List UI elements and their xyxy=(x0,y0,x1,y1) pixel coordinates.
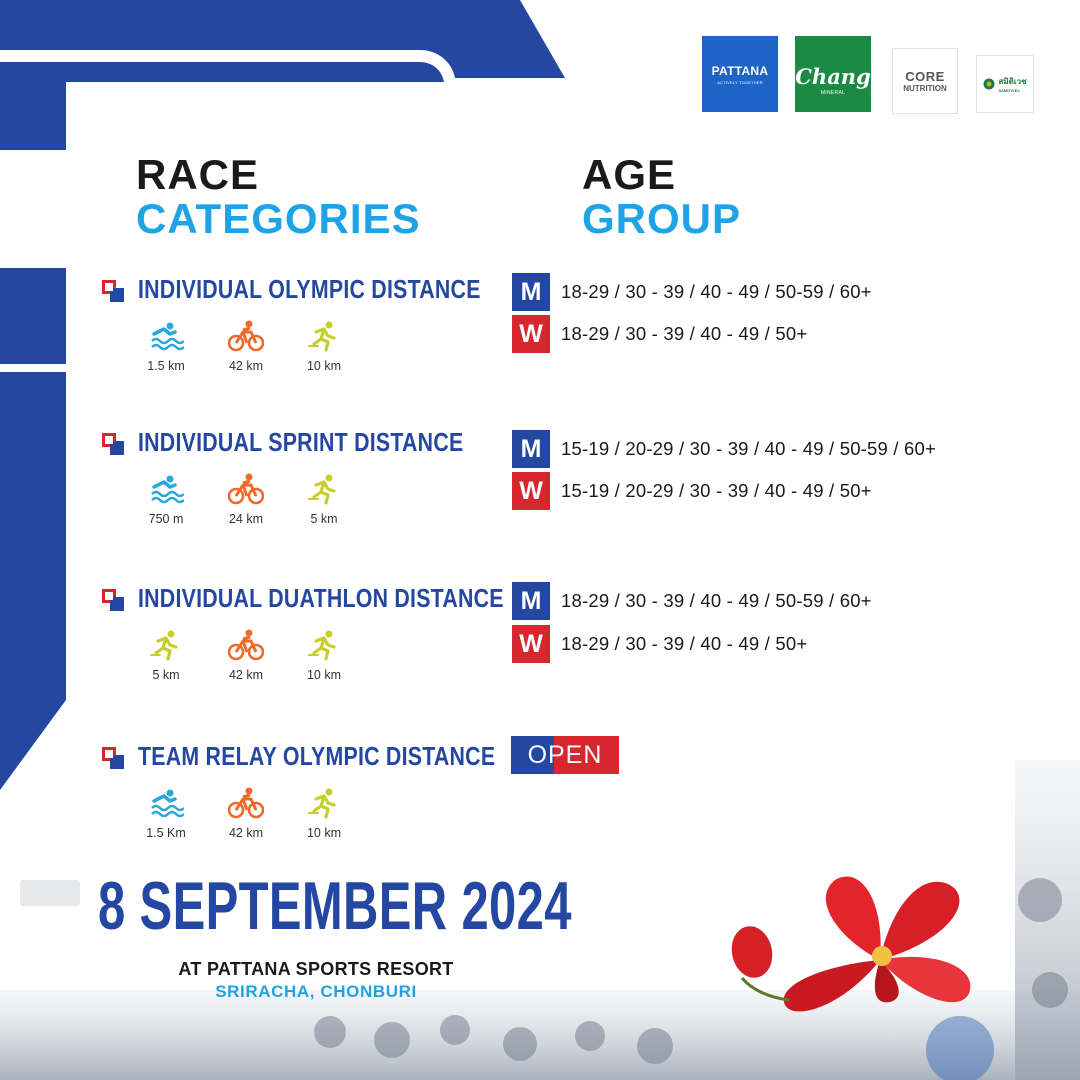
pattana-logo xyxy=(702,36,778,112)
men-badge: M xyxy=(512,582,550,620)
red-flower-decoration xyxy=(784,877,971,1012)
race-segment xyxy=(214,320,278,373)
corner-stripe-inner xyxy=(0,62,444,150)
race-segment xyxy=(134,320,198,373)
samitivej-logo-sub: SAMITIVEJ xyxy=(998,88,1020,93)
bike-icon xyxy=(228,320,264,352)
race-segment xyxy=(134,787,198,840)
age-row-men xyxy=(512,582,872,620)
men-badge: M xyxy=(512,273,550,311)
race-segment xyxy=(214,629,278,682)
segment-distance: 42 km xyxy=(228,668,264,682)
race-segment xyxy=(292,629,356,682)
segment-distance: 5 km xyxy=(152,668,180,682)
age-groups-women: 18-29 / 30 - 39 / 40 - 49 / 50+ xyxy=(561,323,808,344)
age-row-women xyxy=(512,472,872,510)
race-segment xyxy=(214,787,278,840)
chang-logo xyxy=(795,36,871,112)
age-groups-men: 18-29 / 30 - 39 / 40 - 49 / 50-59 / 60+ xyxy=(561,590,872,611)
venue-name: AT PATTANA SPORTS RESORT xyxy=(178,959,454,979)
bike-icon xyxy=(228,787,264,819)
segment-distance: 1.5 km xyxy=(147,359,185,373)
age-row-women xyxy=(512,625,807,663)
open-label: OPEN xyxy=(527,740,603,769)
race-segment xyxy=(134,629,198,682)
bullet-icon xyxy=(102,747,124,769)
age-groups-men: 18-29 / 30 - 39 / 40 - 49 / 50-59 / 60+ xyxy=(561,281,872,302)
race-heading-line2: CATEGORIES xyxy=(136,195,421,242)
segment-distance: 24 km xyxy=(228,512,264,526)
core-nutrition-logo xyxy=(892,48,958,114)
segment-distance: 42 km xyxy=(228,359,264,373)
segment-distance: 10 km xyxy=(306,826,342,840)
bullet-icon xyxy=(102,280,124,302)
run-icon xyxy=(148,629,184,661)
swim-icon xyxy=(148,473,184,505)
women-badge: W xyxy=(512,315,550,353)
race-title: TEAM RELAY OLYMPIC DISTANCE xyxy=(138,741,496,771)
race-title: INDIVIDUAL DUATHLON DISTANCE xyxy=(138,583,504,613)
women-badge: W xyxy=(512,472,550,510)
race-segment xyxy=(134,473,198,526)
age-groups-women: 18-29 / 30 - 39 / 40 - 49 / 50+ xyxy=(561,633,808,654)
swim-icon xyxy=(148,787,184,819)
left-band-upper xyxy=(0,268,66,364)
age-row-women xyxy=(512,315,807,353)
race-title: INDIVIDUAL OLYMPIC DISTANCE xyxy=(138,274,481,304)
age-heading-line2: GROUP xyxy=(582,195,742,242)
swim-icon xyxy=(148,320,184,352)
age-group-heading xyxy=(582,151,742,242)
left-band-lower xyxy=(0,372,66,790)
segment-distance: 42 km xyxy=(228,826,264,840)
age-heading-line1: AGE xyxy=(582,151,677,198)
race-segment xyxy=(292,787,356,840)
age-row-men xyxy=(512,273,872,311)
venue-location: SRIRACHA, CHONBURI xyxy=(215,981,417,1001)
run-icon xyxy=(306,787,342,819)
bike-icon xyxy=(228,473,264,505)
women-badge: W xyxy=(512,625,550,663)
bike-icon xyxy=(228,629,264,661)
race-segment xyxy=(214,473,278,526)
segment-distance: 10 km xyxy=(306,359,342,373)
bullet-icon xyxy=(102,433,124,455)
segment-distance: 1.5 Km xyxy=(146,826,186,840)
samitivej-logo xyxy=(976,55,1034,113)
age-row-men xyxy=(512,430,936,468)
pattana-logo-name: PATTANA xyxy=(711,63,769,78)
core-logo-name: CORE xyxy=(905,69,945,84)
bullet-icon xyxy=(102,589,124,611)
race-title: INDIVIDUAL SPRINT DISTANCE xyxy=(138,427,464,457)
segment-distance: 750 m xyxy=(148,512,184,526)
samitivej-mark-icon xyxy=(983,78,995,90)
run-icon xyxy=(306,629,342,661)
run-icon xyxy=(306,473,342,505)
race-segment xyxy=(292,473,356,526)
chang-logo-name: Chang xyxy=(795,64,871,89)
segment-distance: 5 km xyxy=(310,512,338,526)
segment-distance: 10 km xyxy=(306,668,342,682)
event-venue xyxy=(140,958,492,1002)
event-date: 8 SEPTEMBER 2024 xyxy=(98,868,572,944)
race-segment xyxy=(292,320,356,373)
age-groups-men: 15-19 / 20-29 / 30 - 39 / 40 - 49 / 50-59 / 60+ xyxy=(561,438,937,459)
run-icon xyxy=(306,320,342,352)
open-badge xyxy=(511,736,619,774)
age-groups-women: 15-19 / 20-29 / 30 - 39 / 40 - 49 / 50+ xyxy=(561,480,872,501)
race-categories-heading xyxy=(136,151,421,242)
core-logo-sub: NUTRITION xyxy=(903,84,947,93)
chang-logo-sub: MINERAL xyxy=(820,90,846,96)
race-heading-line1: RACE xyxy=(136,151,260,198)
samitivej-logo-name: สมิติเวช xyxy=(998,77,1027,86)
men-badge: M xyxy=(512,430,550,468)
pattana-logo-tagline: ACTIVELY TOGETHER xyxy=(717,79,763,85)
